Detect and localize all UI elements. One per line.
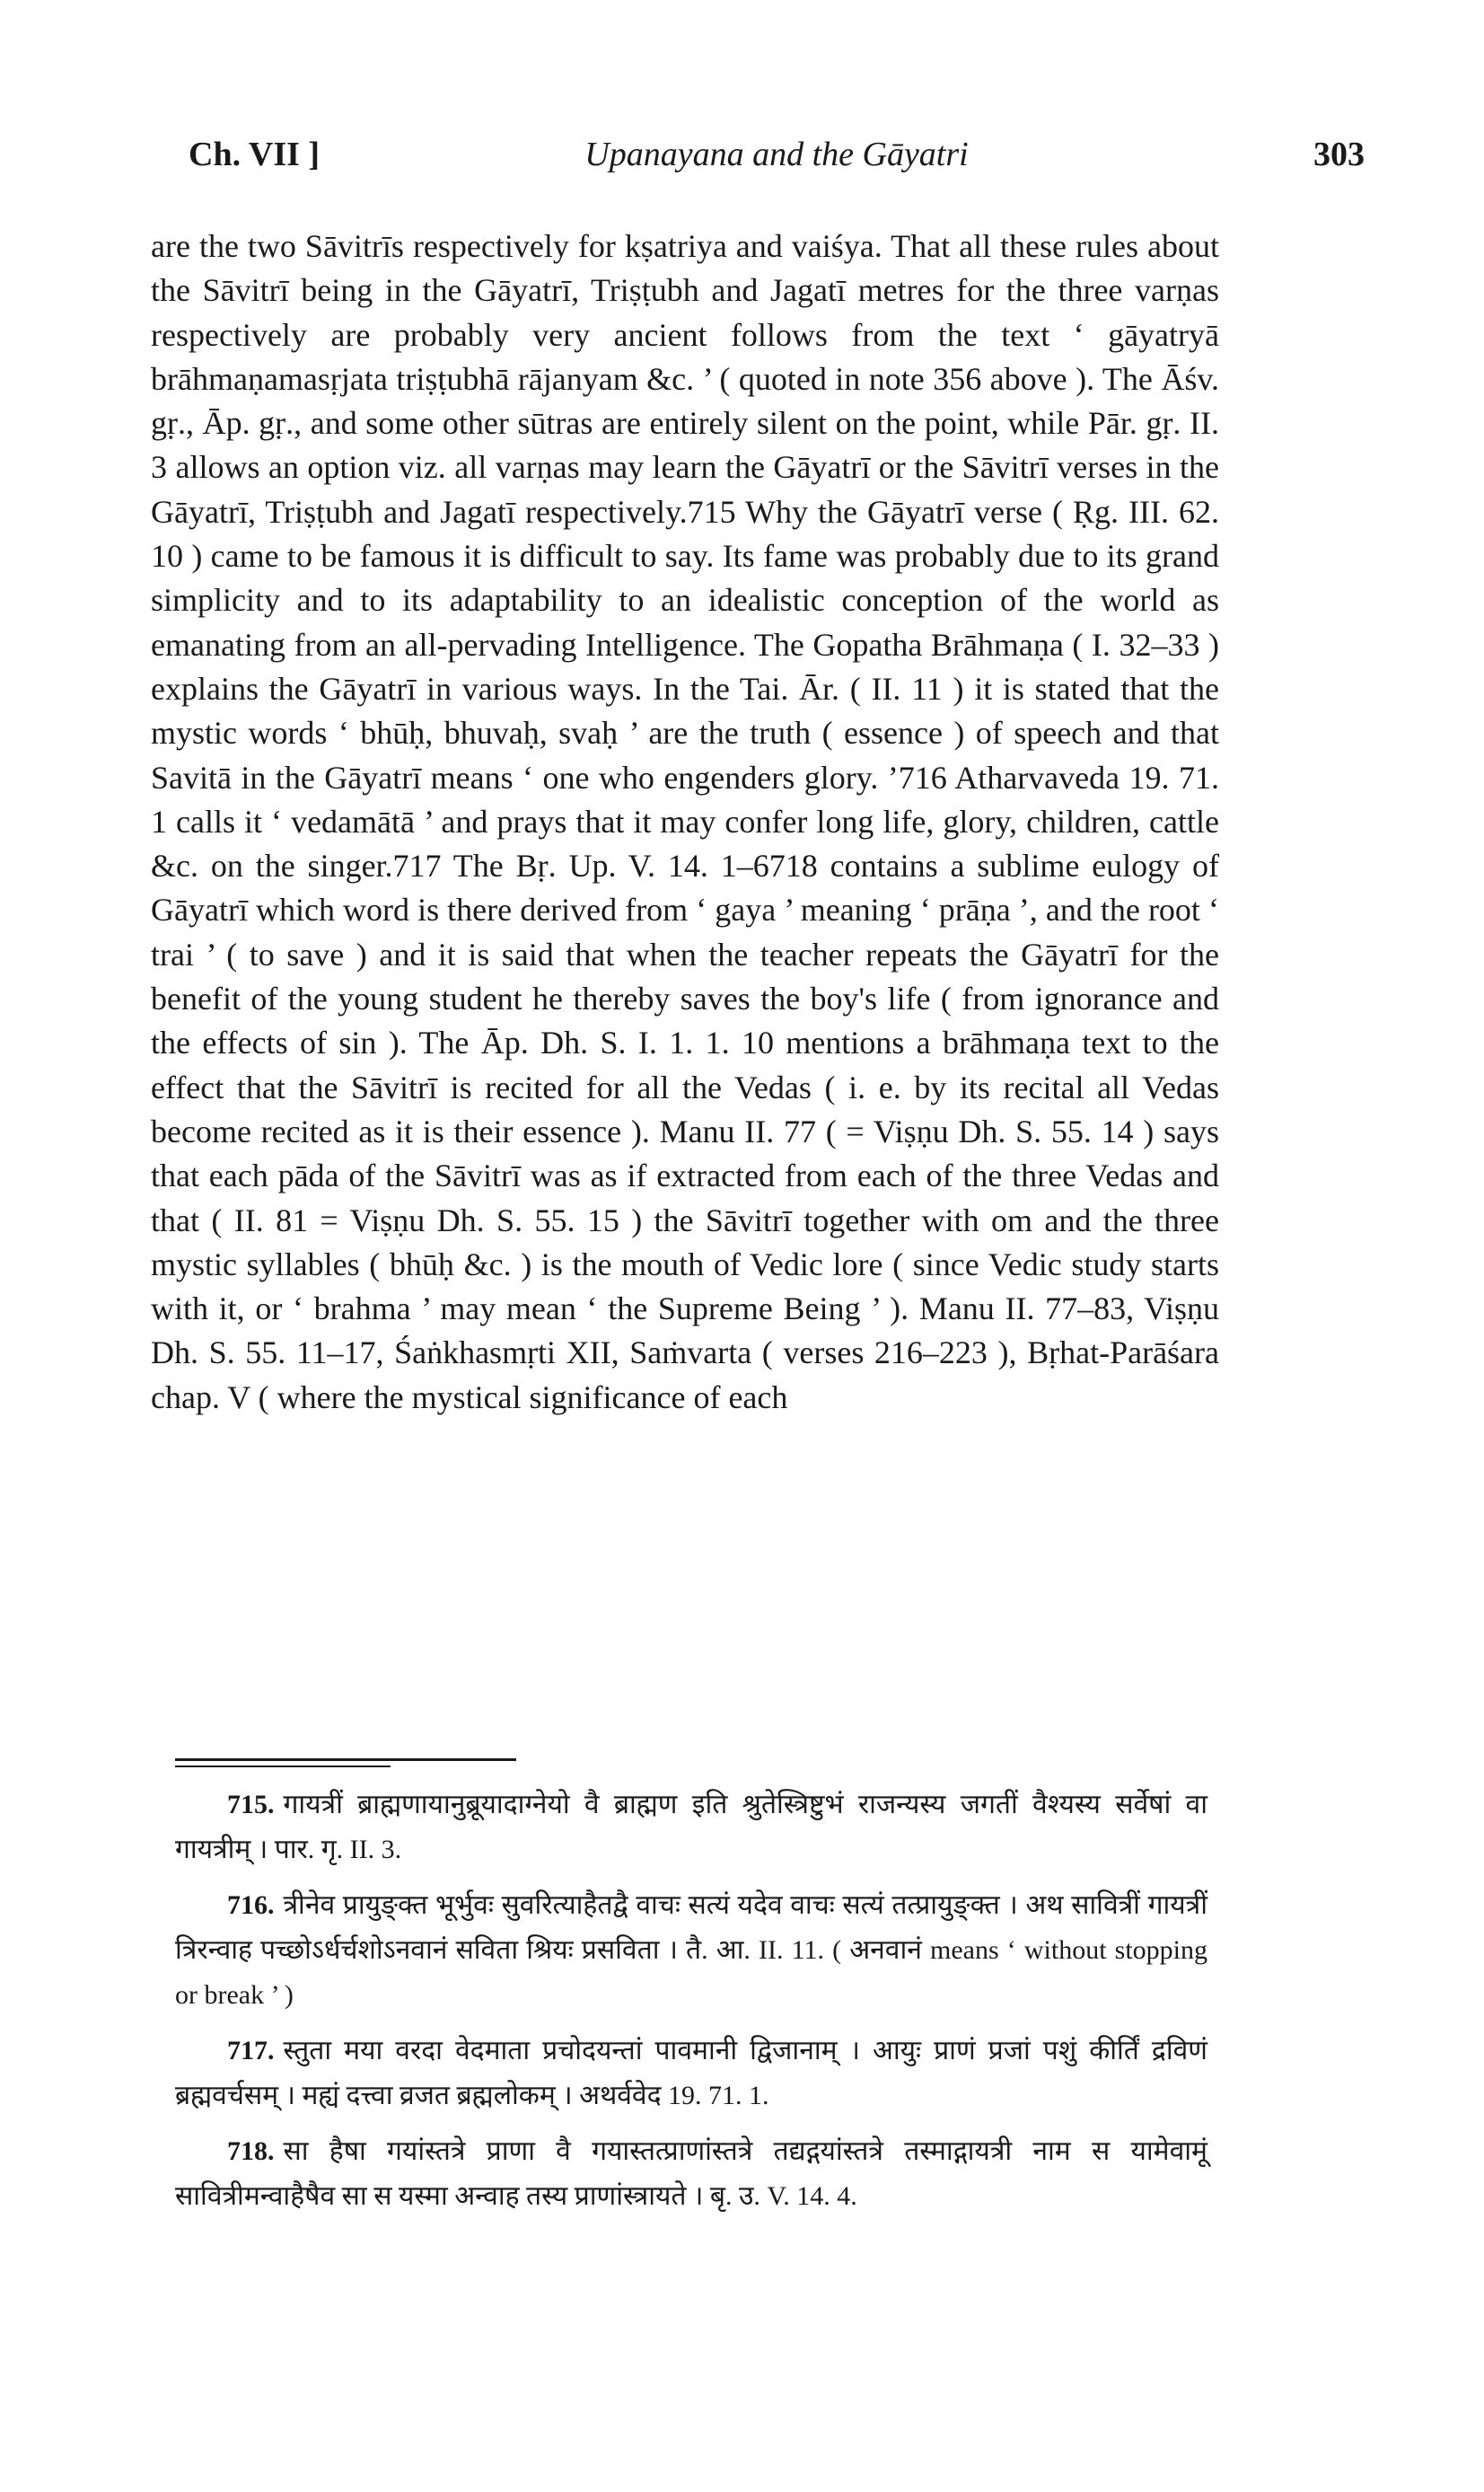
page-number: 303 [1313,136,1365,173]
footnote-number: 716. [227,1890,275,1920]
footnote-text: त्रीनेव प्रायुङ्क्त भूर्भुवः सुवरित्याहैतद्वै वाचः सत्यं यदेव वाचः सत्यं तत्प्रायुङ्क्त । अथ सावित्रीं गायत्रीं त्रिरन्वाह पच्छोऽर्धर्चशोऽनवानं सविता श्रियः प्रसविता । तै. आ. II. 11. ( अनवानं means ‘ without stopping or break ’ ) [175,1890,1207,2010]
body-paragraph: are the two Sāvitrīs respectively for kṣatriya and vaiśya. That all these rules about the Sāvitrī being in the Gāyatrī, Triṣṭubh and Jagatī metres for the three varṇas respectively are probably very ancient follows from the text ‘ gāyatryā brāhmaṇamasṛjata triṣṭubhā rājanyam &c. ’ ( quoted in note 356 above ). The Āśv. gṛ., Āp. gṛ., and some other sūtras are entirely silent on the point, while Pār. gṛ. II. 3 allows an option viz. all varṇas may learn the Gāyatrī or the Sāvitrī verses in the Gāyatrī, Triṣṭubh and Jagatī respectively.715 Why the Gāyatrī verse ( Ṛg. III. 62. 10 ) came to be famous it is difficult to say. Its fame was probably due to its grand simplicity and to its adaptability to an idealistic conception of the world as emanating from an all-pervading Intelligence. The Gopatha Brāhmaṇa ( I. 32–33 ) explains the Gāyatrī in various ways. In the Tai. Ār. ( II. 11 ) it is stated that the mystic words ‘ bhūḥ, bhuvaḥ, svaḥ ’ are the truth ( essence ) of speech and that Savitā in the Gāyatrī means ‘ one who engenders glory. ’716 Atharvaveda 19. 71. 1 calls it ‘ vedamātā ’ and prays that it may confer long life, glory, children, cattle &c. on the singer.717 The Bṛ. Up. V. 14. 1–6718 contains a sublime eulogy of Gāyatrī which word is there derived from ‘ gaya ’ meaning ‘ prāṇa ’, and the root ‘ trai ’ ( to save ) and it is said that when the teacher repeats the Gāyatrī for the benefit of the young student he thereby saves the boy's life ( from ignorance and the effects of sin ). The Āp. Dh. S. I. 1. 1. 10 mentions a brāhmaṇa text to the effect that the Sāvitrī is recited for all the Vedas ( i. e. by its recital all Vedas become recited as it is their essence ). Manu II. 77 ( = Viṣṇu Dh. S. 55. 14 ) says that each pāda of the Sāvitrī was as if extracted from each of the three Vedas and that ( II. 81 = Viṣṇu Dh. S. 55. 15 ) the Sāvitrī together with om and the three mystic syllables ( bhūḥ &c. ) is the mouth of Vedic lore ( since Vedic study starts with it, or ‘ brahma ’ may mean ‘ the Supreme Being ’ ). Manu II. 77–83, Viṣṇu Dh. S. 55. 11–17, Śaṅkhasmṛti XII, Saṁvarta ( verses 216–223 ), Bṛhat-Parāśara chap. V ( where the mystical significance of each [151,228,1219,1415]
footnote-number: 717. [227,2036,275,2065]
main-text [151,225,1219,1420]
footnotes [175,1783,1207,2230]
footnote-separator-secondary [175,1766,391,1767]
footnote-number: 718. [227,2136,275,2166]
footnote-718 [175,2129,1207,2219]
running-header [189,135,1365,189]
footnote-715 [175,1783,1207,1872]
footnote-number: 715. [227,1790,275,1819]
running-title: Upanayana and the Gāyatri [584,136,969,173]
chapter-label: Ch. VII ] [189,136,321,173]
footnote-717 [175,2029,1207,2118]
footnote-text: स्तुता मया वरदा वेदमाता प्रचोदयन्तां पावमानी द्विजानाम् । आयुः प्राणं प्रजां पशुं कीर्तिं द्रविणं ब्रह्मवर्चसम् । मह्यं दत्त्वा व्रजत ब्रह्मलोकम् । अथर्ववेद 19. 71. 1. [175,2036,1207,2110]
footnote-separator [175,1758,516,1761]
footnote-716 [175,1883,1207,2018]
footnote-text: गायत्रीं ब्राह्मणायानुब्रूयादाग्नेयो वै ब्राह्मण इति श्रुतेस्त्रिष्टुभं राजन्यस्य जगतीं वैश्यस्य सर्वेषां वा गायत्रीम् । पार. गृ. II. 3. [175,1790,1207,1864]
footnote-text: सा हैषा गयांस्तत्रे प्राणा वै गयास्तत्प्राणांस्तत्रे तद्यद्गयांस्तत्रे तस्माद्गायत्री नाम स यामेवामूं सावित्रीमन्वाहैषैव सा स यस्मा अन्वाह तस्य प्राणांस्त्रायते । बृ. उ. V. 14. 4. [175,2136,1207,2211]
